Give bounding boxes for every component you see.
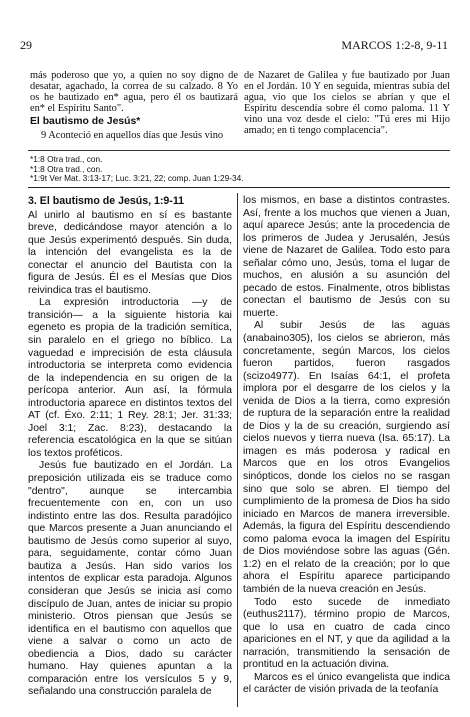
- commentary-paragraph: Todo esto sucede de inmediato (euthus2117), término propio de Marcos, que lo usa en cuatro de cada cinco apariciones en el NT, y que da agilidad a la narración, transmitiendo la sensación de prontitud en la actuación divina.: [243, 596, 450, 671]
- pericope-heading: El bautismo de Jesús*: [30, 116, 141, 127]
- bible-verse-text: de Nazaret de Galilea y fue bautizado por Juan en el Jordán. 10 Y en seguida, mientras subía del agua, vio que los cielos se abrían y que el Espíritu descendía sobre él como paloma. 11 Y vino una voz desde el cielo: "Tú eres mi Hijo amado; en ti tengo complacencia".: [244, 70, 450, 136]
- commentary-paragraph: Marcos es el único evangelista que indica el carácter de visión privada de la teofanía: [243, 671, 450, 696]
- footnote-divider: [28, 150, 450, 151]
- footnotes: [30, 155, 450, 184]
- commentary-divider: [28, 187, 450, 188]
- page-number: 29: [20, 38, 32, 52]
- bible-verse-text: 9 Aconteció en aquellos días que Jesús vino: [41, 130, 224, 141]
- footnote: *1:8 Otra trad., con.: [30, 163, 103, 174]
- bible-text-left: [30, 70, 238, 141]
- commentary-paragraph: Al subir Jesús de las aguas (anabaino305), los cielos se abrieron, más concretamente, según Marcos, los cielos fueron partidos, fueron rasgados (scizo4977). En Isaías 64:1, el profeta implora por el desgarre de los cielos y la venida de Dios a la tierra, como expresión de ruptura de la separación entre la realidad de Dios y la de su creación, surgiendo así cielos nuevos y tierra nueva (Isa. 65:17). La imagen es más poderosa y radical en Marcos que en los otros Evangelios sinópticos, donde los cielos no se rasgan sino que solo se abren. El tiempo del cumplimiento de la promesa de Dios ha sido iniciado en Marcos de manera irreversible. Además, la figura del Espíritu descendiendo como paloma evoca la imagen del Espíritu de Dios moviéndose sobre las aguas (Gén. 1:2) en el relato de la creación; por lo que ahora el Espíritu aparece participando también de la nueva creación en Jesús.: [243, 320, 450, 595]
- commentary-paragraph: Al unirlo al bautismo en sí es bastante breve, dedicándose mayor atención a lo que Jesús experimentó después. Sin duda, la intención del evangelista es la de conectar el anuncio del Bautista con la figura de Jesús. Él es el Mesías que Dios reivindica tras el bautismo.: [28, 209, 232, 296]
- commentary-left-column: [28, 195, 232, 699]
- commentary-paragraph: Jesús fue bautizado en el Jordán. La preposición utilizada eis se traduce como "dentro", aunque se intercambia frecuentemente con en, con un uso indistinto entre las dos. Resulta paradójico que Marcos presente a Juan anunciando el bautismo de Jesús como superior al suyo, para, seguidamente, contar cómo Juan bautiza a Jesús. Han sido varios los intentos de explicar esta paradoja. Algunos consideran que Jesús se inicia así como discípulo de Juan, antes de iniciar su propio ministerio. Otros piensan que Jesús se identifica en el bautismo con aquellos que viene a salvar o como un acto de obediencia a Dios, dado su carácter humano. Hay quienes apuntan a la comparación entre los versículos 5 y 9, señalando una construcción paralela de: [28, 460, 232, 698]
- footnote: *1:8 Otra trad., con.: [30, 154, 103, 164]
- commentary-paragraph: los mismos, en base a distintos contrastes. Así, frente a los muchos que vienen a Juan, aquí aparece Jesús; ante la procedencia de los primeros de Judea y Jerusalén, Jesús viene de Nazaret de Galilea. Todo esto para señalar cómo uno, Jesús, toma el lugar de muchos, en alusión a su asunción del pecado de estos. Finalmente, otros biblistas conectan el bautismo de Jesús con su muerte.: [243, 195, 450, 319]
- bible-verse-text: más poderoso que yo, a quien no soy digno de desatar, agachado, la correa de su calzado. 8 Yo os he bautizado en* agua, pero él os bautizará en* el Espíritu Santo".: [30, 70, 238, 114]
- footnote: *1:9t Ver Mat. 3:13-17; Luc. 3:21, 22; comp. Juan 1:29-34.: [30, 173, 244, 184]
- commentary-right-column: [243, 195, 450, 697]
- column-divider: [237, 193, 238, 707]
- section-title: 3. El bautismo de Jesús, 1:9-11: [28, 195, 185, 207]
- bible-text-right: [244, 70, 450, 136]
- page-header: [20, 38, 448, 52]
- running-head: MARCOS 1:2-8, 9-11: [341, 38, 448, 52]
- commentary-paragraph: La expresión introductoria —y de transición— a la siguiente historia kai egeneto es propia de la tradición semítica, sin paralelo en el griego no bíblico. La vaguedad e imprecisión de esta cláusula introductoria se interpreta como evidencia de la independencia en su origen de la perícopa anterior. Aun así, la fórmula introductoria aparece en distintos textos del AT (cf. Éxo. 2:11; 1 Rey. 28:1; Jer. 31:33; Joel 3:1; Zac. 8:23), destacando la referencia escatológica en la que se sitúan los textos proféticos.: [28, 297, 232, 459]
